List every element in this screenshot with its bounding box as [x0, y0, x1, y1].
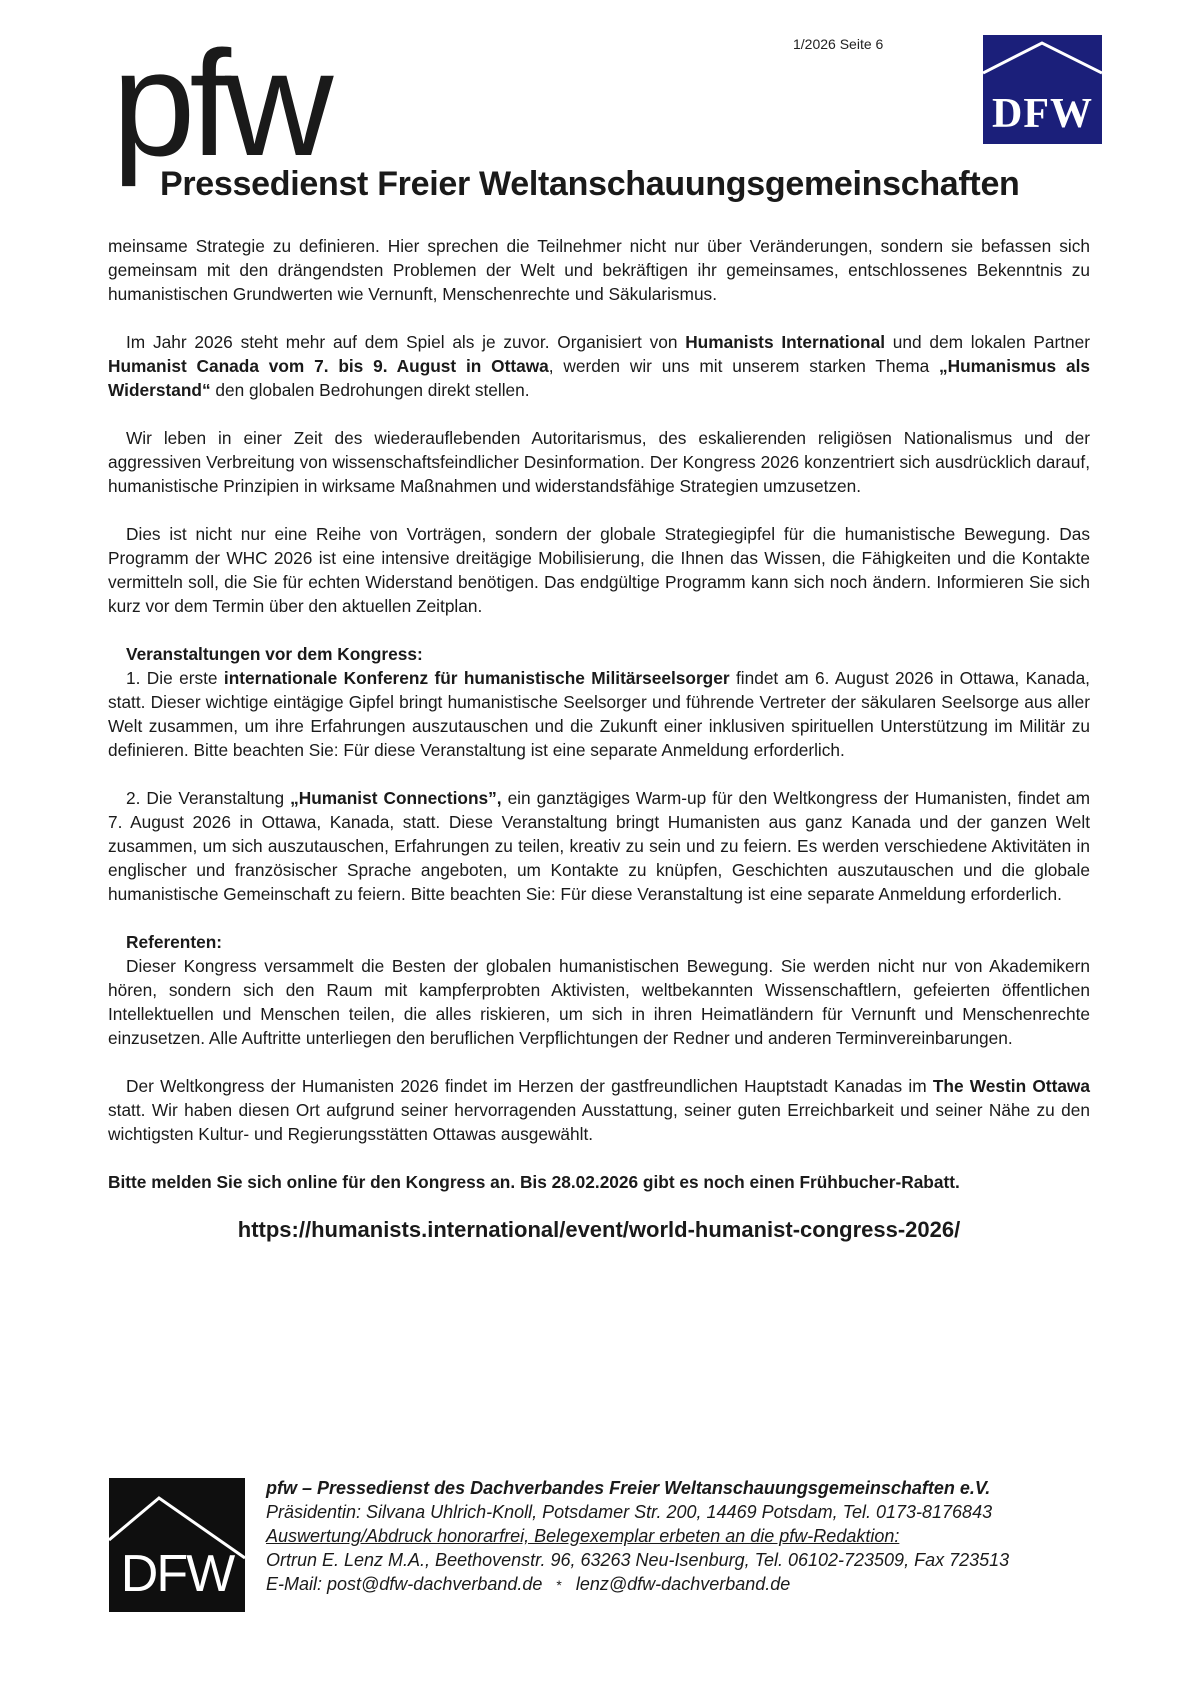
footer-president: Präsidentin: Silvana Uhlrich-Knoll, Potsdamer Str. 200, 14469 Potsdam, Tel. 0173-8176843 — [266, 1502, 993, 1522]
dfw-footer-logo — [109, 1478, 245, 1612]
text: , werden wir uns mit unserem starken Thema — [548, 356, 939, 376]
text: und dem lokalen Partner — [885, 332, 1090, 352]
paragraph — [108, 666, 1090, 762]
text: 2. Die Veranstaltung — [126, 788, 291, 808]
paragraph: Dies ist nicht nur eine Reihe von Vorträgen, sondern der globale Strategiegipfel für die humanistische Bewegung. Das Programm der WHC 2026 ist eine intensive dreitägige Mobilisierung, die Ihnen das Wissen, die Fähigkeiten und die Kontakte vermitteln soll, die Sie für echten Widerstand benötigen. Das endgültige Programm kann sich noch ändern. Informieren Sie sich kurz vor dem Termin über den aktuellen Zeitplan. — [108, 524, 1090, 616]
text-bold: internationale Konferenz für humanistische Militärseelsorger — [223, 668, 730, 688]
paragraph: Dieser Kongress versammelt die Besten der globalen humanistischen Bewegung. Sie werden nicht nur von Akademikern hören, sondern sich den Raum mit kampferprobten Aktivisten, weltbekannten Wissenschaftlern, gefeierten öffentlichen Intellektuellen und Menschen teilen, die alles riskieren, um sich in ihren Heimatländern für Vernunft und Menschenrechte einzusetzen. Alle Auftritte unterliegen den beruflichen Verpflichtungen der Redner und anderen Terminvereinbarungen. — [108, 956, 1090, 1048]
congress-url-link[interactable]: https://humanists.international/event/world-humanist-congress-2026/ — [237, 1217, 961, 1242]
email-link-post[interactable]: E-Mail: post@dfw-dachverband.de — [266, 1574, 543, 1594]
text: 1. Die erste — [126, 668, 224, 688]
footer-imprint — [266, 1476, 1009, 1597]
text: findet am 6. August 2026 in Ottawa, Kanada, statt. Dieser wichtige eintägige Gipfel bringt humanistische Seelsorger und führende Vertreter der säkularen Seelsorge aus aller Welt zusammen, um ihre Erfahrungen auszutauschen und die Zukunft einer inklusiven spirituellen Unterstützung im Militär zu definieren. Bitte beachten Sie: Für diese Veranstaltung ist eine separate Anmeldung erforderlich. — [108, 668, 1090, 760]
article-body — [108, 234, 1090, 1242]
dfw-logo — [983, 35, 1102, 144]
section-heading: Referenten: — [126, 932, 223, 952]
paragraph — [108, 1074, 1090, 1146]
text-bold: „Humanist Connections”, — [290, 788, 502, 808]
text: statt. Wir haben diesen Ort aufgrund seiner hervorragenden Ausstattung, seiner guten Erreichbarkeit und seiner Nähe zu den wichtigsten Kultur- und Regierungsstätten Ottawas ausgewählt. — [108, 1100, 1090, 1144]
footer-emails — [266, 1572, 1009, 1597]
issue-page-number: 1/2026 Seite 6 — [793, 36, 884, 52]
text-bold: The Westin Ottawa — [932, 1076, 1090, 1096]
text-bold: Humanist Canada vom 7. bis 9. August in Ottawa — [108, 356, 549, 376]
section-heading: Veranstaltungen vor dem Kongress: — [126, 644, 423, 664]
paragraph — [108, 330, 1090, 402]
text-bold: Humanists International — [685, 332, 886, 352]
dfw-logo-text: DFW — [992, 91, 1093, 137]
footer-editor-address: Ortrun E. Lenz M.A., Beethovenstr. 96, 63263 Neu-Isenburg, Tel. 06102-723509, Fax 723513 — [266, 1550, 1010, 1570]
registration-call-to-action: Bitte melden Sie sich online für den Kongress an. Bis 28.02.2026 gibt es noch einen Frühbucher-Rabatt. — [108, 1172, 960, 1192]
dfw-logo-text: DFW — [120, 1545, 234, 1603]
publication-subtitle: Pressedienst Freier Weltanschauungsgemeinschaften — [160, 165, 1020, 203]
paragraph — [108, 786, 1090, 906]
paragraph: meinsame Strategie zu definieren. Hier sprechen die Teilnehmer nicht nur über Veränderungen, sondern sie befassen sich gemeinsam mit den drängendsten Problemen der Welt und bekräftigen ihr gemeinsames, entschlossenes Bekenntnis zu humanistischen Grundwerten wie Vernunft, Menschenrechte und Säkularismus. — [108, 236, 1090, 304]
pfw-logo-text: pfw — [112, 19, 328, 187]
paragraph: Wir leben in einer Zeit des wiederauflebenden Autoritarismus, des eskalierenden religiösen Nationalismus und der aggressiven Verbreitung von wissenschaftsfeindlicher Desinformation. Der Kongress 2026 konzentriert sich ausdrücklich darauf, humanistische Prinzipien in wirksame Maßnahmen und widerstandsfähige Strategien umzusetzen. — [108, 428, 1090, 496]
separator-star: * — [556, 1577, 562, 1593]
text: Im Jahr 2026 steht mehr auf dem Spiel als je zuvor. Organisiert von — [126, 332, 686, 352]
text-bold: „Humanismus als Widerstand“ — [108, 356, 1090, 400]
text: den globalen Bedrohungen direkt stellen. — [210, 380, 530, 400]
text: Der Weltkongress der Humanisten 2026 findet im Herzen der gastfreundlichen Hauptstadt Kanadas im — [126, 1076, 933, 1096]
footer-reprint-note: Auswertung/Abdruck honorarfrei, Belegexemplar erbeten an die pfw-Redaktion: — [266, 1526, 900, 1546]
text: ein ganztägiges Warm-up für den Weltkongress der Humanisten, findet am 7. August 2026 in Ottawa, Kanada, statt. Diese Veranstaltung bringt Humanisten aus ganz Kanada und der ganzen Welt zusammen, um sich auszutauschen, Erfahrungen zu teilen, kreativ zu sein und zu feiern. Es werden verschiedene Aktivitäten in englischer und französischer Sprache angeboten, um Kontakte zu knüpfen, Geschichten auszutauschen und die globale humanistische Gemeinschaft zu feiern. Bitte beachten Sie: Für diese Veranstaltung ist eine separate Anmeldung erforderlich. — [108, 788, 1090, 904]
email-link-lenz[interactable]: lenz@dfw-dachverband.de — [575, 1574, 791, 1594]
footer-publisher: pfw – Pressedienst des Dachverbandes Freier Weltanschauungsgemeinschaften e.V. — [266, 1478, 991, 1498]
